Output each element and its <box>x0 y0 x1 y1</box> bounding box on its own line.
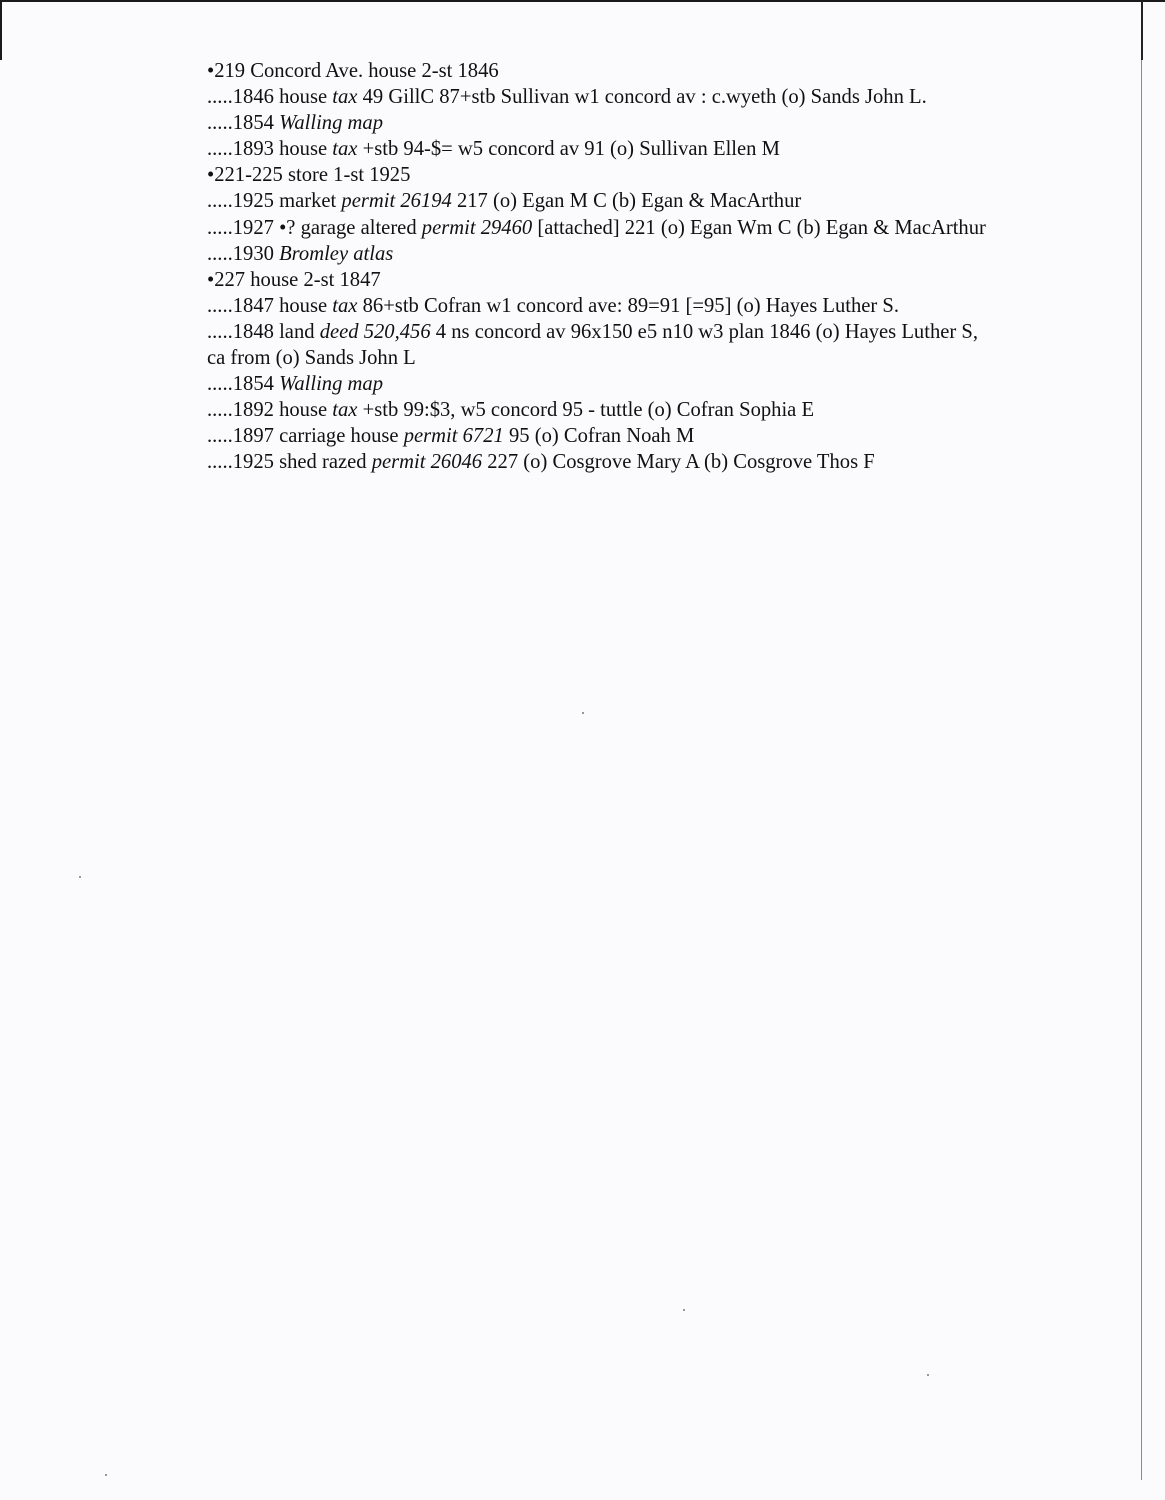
scan-right-edge <box>1141 0 1142 1480</box>
scan-speck <box>105 1474 107 1476</box>
scan-speck <box>927 1374 929 1376</box>
entry-line: .....1854 Walling map <box>207 112 384 135</box>
entry-line: .....1846 house tax 49 GillC 87+stb Sullivan w1 concord av : c.wyeth (o) Sands John L. <box>207 86 927 109</box>
entry-line: .....1848 land deed 520,456 4 ns concord av 96x150 e5 n10 w3 plan 1846 (o) Hayes Luther S, ca from (o) Sands John L <box>207 320 984 370</box>
entry-line: .....1892 house tax +stb 99:$3, w5 concord 95 - tuttle (o) Cofran Sophia E <box>207 399 815 422</box>
entry-line: .....1925 market permit 26194 217 (o) Egan M C (b) Egan & MacArthur <box>207 190 802 213</box>
entry-line: .....1854 Walling map <box>207 373 384 396</box>
entry-line: •219 Concord Ave. house 2-st 1846 <box>207 60 499 82</box>
scan-speck <box>582 712 584 714</box>
entry-line: .....1925 shed razed permit 26046 227 (o) Cosgrove Mary A (b) Cosgrove Thos F <box>207 451 875 474</box>
scan-speck <box>79 876 81 878</box>
entry-line: •227 house 2-st 1847 <box>207 268 381 291</box>
entry-line: .....1930 Bromley atlas <box>207 242 394 265</box>
scan-top-edge <box>0 0 1165 2</box>
entry-line: .....1847 house tax 86+stb Cofran w1 concord ave: 89=91 [=95] (o) Hayes Luther S. <box>207 294 900 317</box>
entry-line: .....1927 •? garage altered permit 29460 [attached] 221 (o) Egan Wm C (b) Egan & MacArthur <box>207 216 986 239</box>
scan-left-edge <box>0 0 2 60</box>
document-text <box>207 58 997 476</box>
entry-line: .....1893 house tax +stb 94-$= w5 concord av 91 (o) Sullivan Ellen M <box>207 138 780 161</box>
entry-line: •221-225 store 1-st 1925 <box>207 164 411 187</box>
scan-right-edge-top <box>1141 0 1143 60</box>
scan-speck <box>683 1309 685 1311</box>
entry-line: .....1897 carriage house permit 6721 95 (o) Cofran Noah M <box>207 425 695 448</box>
